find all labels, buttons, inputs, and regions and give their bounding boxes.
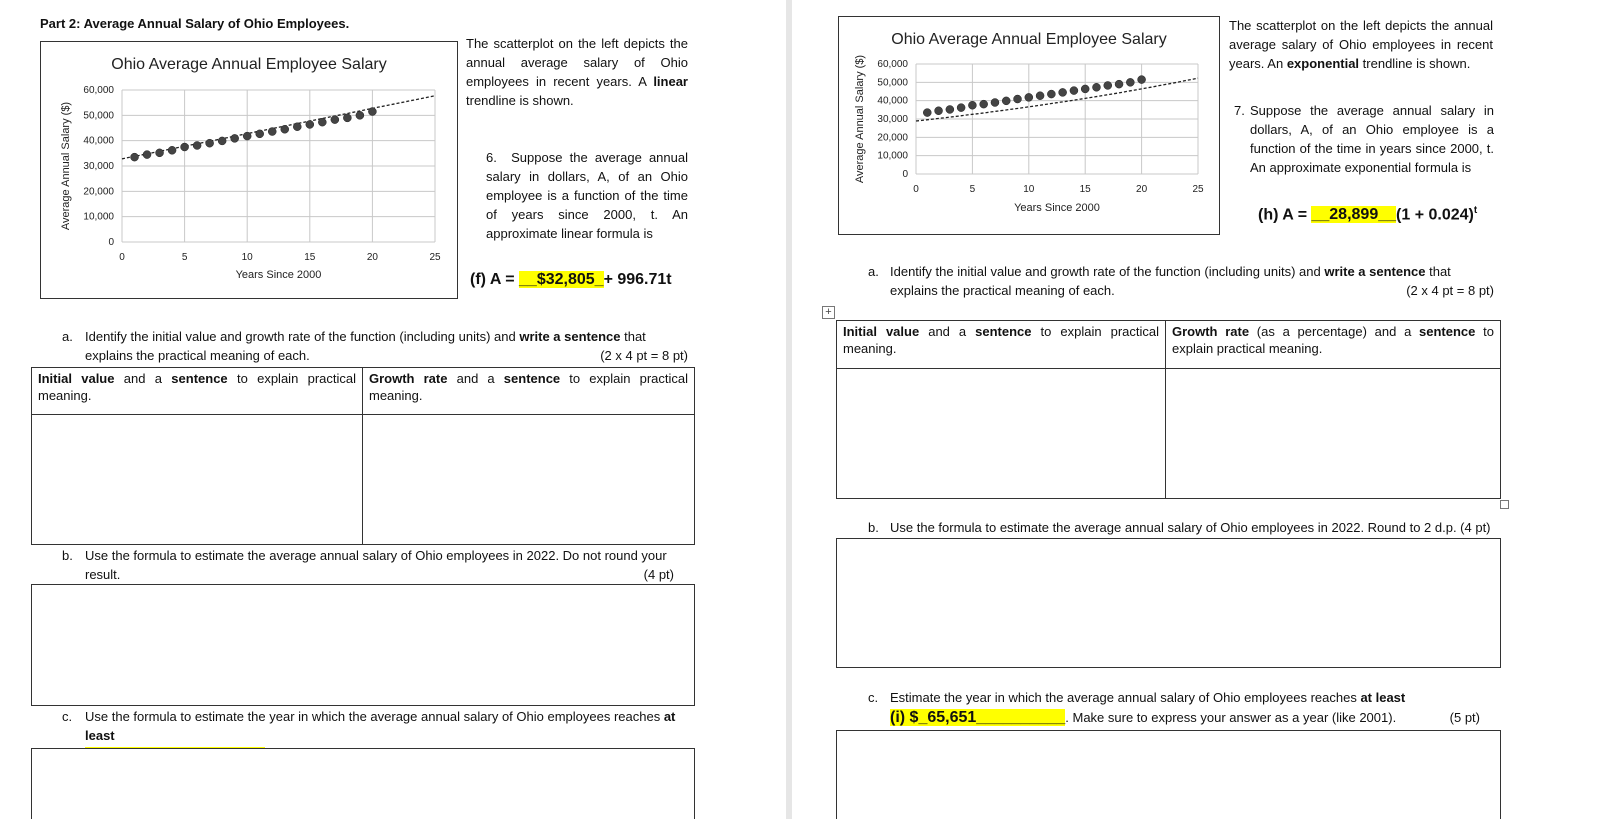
data-point [306, 120, 314, 128]
part-a-marker: a. [62, 329, 73, 344]
table-move-handle-icon[interactable]: + [822, 306, 835, 319]
data-point [1138, 76, 1146, 84]
x-tick-label: 0 [913, 184, 919, 195]
data-point [156, 149, 164, 157]
part-c-answer-box[interactable] [836, 730, 1501, 819]
data-point [1014, 95, 1022, 103]
part-c-marker: c. [62, 709, 73, 724]
answer-cell-initial-value[interactable] [32, 415, 363, 545]
part-a-text-2: that [1425, 264, 1451, 279]
part-c-text-1: Estimate the year in which the average annual salary of Ohio employees reaches [890, 690, 1361, 705]
part-c-marker: c. [868, 690, 879, 705]
part-a-line2: explains the practical meaning of each. [890, 283, 1115, 298]
chart-title: Ohio Average Annual Employee Salary [111, 56, 387, 73]
x-tick-label: 20 [1136, 184, 1148, 195]
data-point [1025, 93, 1033, 101]
x-tick-label: 25 [429, 252, 441, 263]
table-header-initial-value [32, 368, 363, 415]
data-point [968, 101, 976, 109]
y-tick-label: 30,000 [877, 114, 908, 125]
question-6 [486, 148, 688, 243]
scatter-chart-exponential [838, 16, 1220, 235]
data-point [935, 107, 943, 115]
y-axis-label: Average Annual Salary ($) [60, 101, 72, 231]
data-point [131, 153, 139, 161]
y-tick-label: 10,000 [83, 211, 114, 223]
y-tick-label: 30,000 [83, 161, 114, 172]
data-point [256, 130, 264, 138]
part-b-answer-box[interactable] [31, 584, 695, 706]
answer-cell-initial-value[interactable] [837, 369, 1166, 499]
chart-description-bold: linear [653, 74, 688, 89]
exponential-formula [1258, 205, 1477, 224]
table-header-bold: Growth rate [369, 371, 448, 386]
y-tick-label: 40,000 [83, 135, 114, 147]
y-tick-label: 20,000 [877, 132, 908, 144]
scatter-chart-exponential-svg [839, 17, 1219, 234]
table-header-text: and a [114, 371, 172, 386]
data-point [1059, 88, 1067, 96]
x-axis-label: Years Since 2000 [1014, 202, 1100, 214]
table-header-bold: Growth rate [1172, 324, 1250, 339]
table-header-bold: Initial value [38, 371, 115, 386]
table-header-growth-rate [363, 368, 695, 415]
y-tick-label: 60,000 [877, 59, 908, 70]
part-a-points: (2 x 4 pt = 8 pt) [1406, 283, 1494, 298]
part-a-points: (2 x 4 pt = 8 pt) [600, 348, 688, 363]
part-a-text-1: Identify the initial value and growth rate of the function (including units) and [85, 329, 520, 344]
x-axis-label: Years Since 2000 [235, 269, 322, 281]
data-point [980, 100, 988, 108]
part-c-answer-i[interactable]: (i) $_65,651__________ [890, 709, 1066, 726]
x-tick-label: 20 [366, 252, 378, 263]
question-text: Suppose the average annual salary in dollars, A, of an Ohio employee is a function of the time of years since 2000, t. An approximate linear formula is [486, 150, 688, 241]
data-point [1047, 90, 1055, 98]
linear-formula [470, 271, 672, 289]
question-text: Suppose the average annual salary in dollars, A, of an Ohio employee is a function of the time in years since 2000, t. An approximate exponential formula is [1250, 103, 1494, 175]
part-b-marker: b. [62, 548, 73, 563]
document-page-left [0, 0, 786, 819]
table-header-text: to explain practical meaning. [843, 324, 1159, 356]
scatter-chart-linear-svg [41, 42, 457, 298]
part-b-text: Use the formula to estimate the average annual salary of Ohio employees in 2022. Do not round your [85, 548, 667, 563]
y-tick-label: 20,000 [83, 186, 114, 198]
x-tick-label: 5 [181, 252, 188, 263]
part-a-text-1: Identify the initial value and growth rate of the function (including units) and [890, 264, 1325, 279]
document-page-right [792, 0, 1622, 819]
part-c-answer-box[interactable] [31, 748, 695, 819]
x-tick-label: 15 [1079, 184, 1091, 195]
data-point [143, 151, 151, 159]
x-tick-label: 0 [119, 252, 125, 263]
table-header-bold: sentence [975, 324, 1032, 339]
chart-description-text-1: The scatterplot on the left depicts the annual average salary of Ohio employees in recent years. An [1229, 18, 1493, 71]
formula-suffix: + 996.71t [603, 271, 672, 288]
table-header-bold: sentence [171, 371, 228, 386]
formula-answer-h[interactable]: __28,899__ [1311, 206, 1397, 224]
data-point [1104, 81, 1112, 89]
table-header-text: to explain practical meaning. [38, 371, 356, 403]
data-point [1070, 87, 1078, 95]
chart-description [466, 34, 688, 110]
chart-description-text-2: trendline is shown. [466, 93, 574, 108]
formula-prefix: (f) A = [470, 271, 520, 288]
part-c-bold: at least [1360, 690, 1406, 705]
chart-title: Ohio Average Annual Employee Salary [891, 31, 1167, 48]
data-point [368, 108, 376, 116]
formula-prefix: (h) A = [1258, 206, 1312, 224]
chart-description-bold: exponential [1286, 56, 1360, 71]
table-header-text: to explain practical meaning. [1172, 324, 1494, 356]
part-b-prompt [868, 518, 1498, 537]
part-b-prompt [62, 546, 688, 584]
y-tick-label: 0 [108, 237, 114, 248]
formula-answer-f[interactable]: __$32,805_ [519, 271, 604, 288]
data-point [957, 104, 965, 112]
x-tick-label: 5 [969, 184, 976, 195]
formula-exponent: t [1473, 205, 1478, 216]
data-point [231, 134, 239, 142]
part-b-line2: result. [85, 567, 121, 582]
data-point [991, 99, 999, 107]
data-point [1115, 80, 1123, 88]
data-point [923, 109, 931, 117]
answer-cell-growth-rate[interactable] [363, 415, 695, 545]
data-point [206, 139, 214, 147]
data-point [318, 118, 326, 126]
data-point [281, 125, 289, 133]
data-point [1126, 78, 1134, 86]
table-header-text: and a [447, 371, 504, 386]
part-c-points: (5 pt) [1449, 710, 1480, 725]
question-7 [1234, 101, 1494, 177]
y-tick-label: 60,000 [83, 85, 114, 96]
answer-cell-growth-rate[interactable] [1166, 369, 1501, 499]
part-c-text-1: Use the formula to estimate the year in which the average annual salary of Ohio employees reaches [85, 709, 664, 724]
part-b-points: (4 pt) [643, 567, 674, 582]
y-tick-label: 40,000 [877, 95, 908, 107]
x-tick-label: 10 [241, 252, 253, 263]
y-tick-label: 10,000 [877, 150, 908, 162]
data-point [1036, 92, 1044, 100]
part-b-text: Use the formula to estimate the average annual salary of Ohio employees in 2022. Round to 2 d.p. (4 pt) [890, 520, 1491, 535]
table-header-text: (as a percentage) and a [1249, 324, 1420, 339]
part-c-bold: at least [85, 709, 676, 743]
part-b-marker: b. [868, 520, 879, 535]
section-heading: Part 2: Average Annual Salary of Ohio Employees. [40, 16, 350, 31]
part-a-prompt [868, 262, 1494, 300]
part-a-table [31, 367, 695, 545]
chart-description-text-1: The scatterplot on the left depicts the annual average salary of Ohio employees in recent years. A [466, 36, 688, 89]
table-header-growth-rate [1166, 321, 1501, 369]
table-header-initial-value [837, 321, 1166, 369]
y-axis-label: Average Annual Salary ($) [854, 54, 866, 184]
trendline [916, 78, 1198, 121]
table-header-bold: sentence [503, 371, 561, 386]
x-tick-label: 10 [1023, 184, 1035, 195]
data-point [243, 132, 251, 140]
table-resize-handle-icon[interactable] [1500, 500, 1509, 509]
data-point [168, 146, 176, 154]
part-a-line2: explains the practical meaning of each. [85, 348, 310, 363]
chart-description [1229, 16, 1493, 73]
data-point [268, 128, 276, 136]
part-a-bold: write a sentence [1324, 264, 1426, 279]
question-number: 7. [1234, 103, 1245, 118]
part-c-text-2: . Make sure to express your answer as a year (like 2001). [1065, 710, 1397, 725]
chart-description-text-2: trendline is shown. [1359, 56, 1471, 71]
x-tick-label: 25 [1192, 184, 1204, 195]
part-c-prompt [868, 688, 1494, 729]
part-a-table [836, 320, 1501, 499]
data-point [293, 123, 301, 131]
part-a-bold: write a sentence [519, 329, 621, 344]
y-tick-label: 50,000 [877, 77, 908, 89]
data-point [218, 137, 226, 145]
table-header-bold: Initial value [843, 324, 920, 339]
part-a-text-2: that [620, 329, 646, 344]
part-a-marker: a. [868, 264, 879, 279]
data-point [1081, 85, 1089, 93]
data-point [946, 105, 954, 113]
scatter-chart-linear [40, 41, 458, 299]
table-header-text: to explain practical meaning. [369, 371, 688, 403]
data-point [343, 114, 351, 122]
x-tick-label: 15 [304, 252, 316, 263]
y-tick-label: 50,000 [83, 110, 114, 122]
part-b-answer-box[interactable] [836, 538, 1501, 668]
y-tick-label: 0 [902, 169, 908, 180]
data-point [356, 111, 364, 119]
data-point [193, 141, 201, 149]
part-a-prompt [62, 327, 688, 365]
data-point [181, 143, 189, 151]
table-header-text: and a [919, 324, 976, 339]
question-number: 6. [486, 150, 497, 165]
data-point [1092, 83, 1100, 91]
data-point [331, 116, 339, 124]
table-header-bold: sentence [1419, 324, 1476, 339]
data-point [1002, 97, 1010, 105]
formula-suffix: (1 + 0.024) [1396, 206, 1474, 224]
